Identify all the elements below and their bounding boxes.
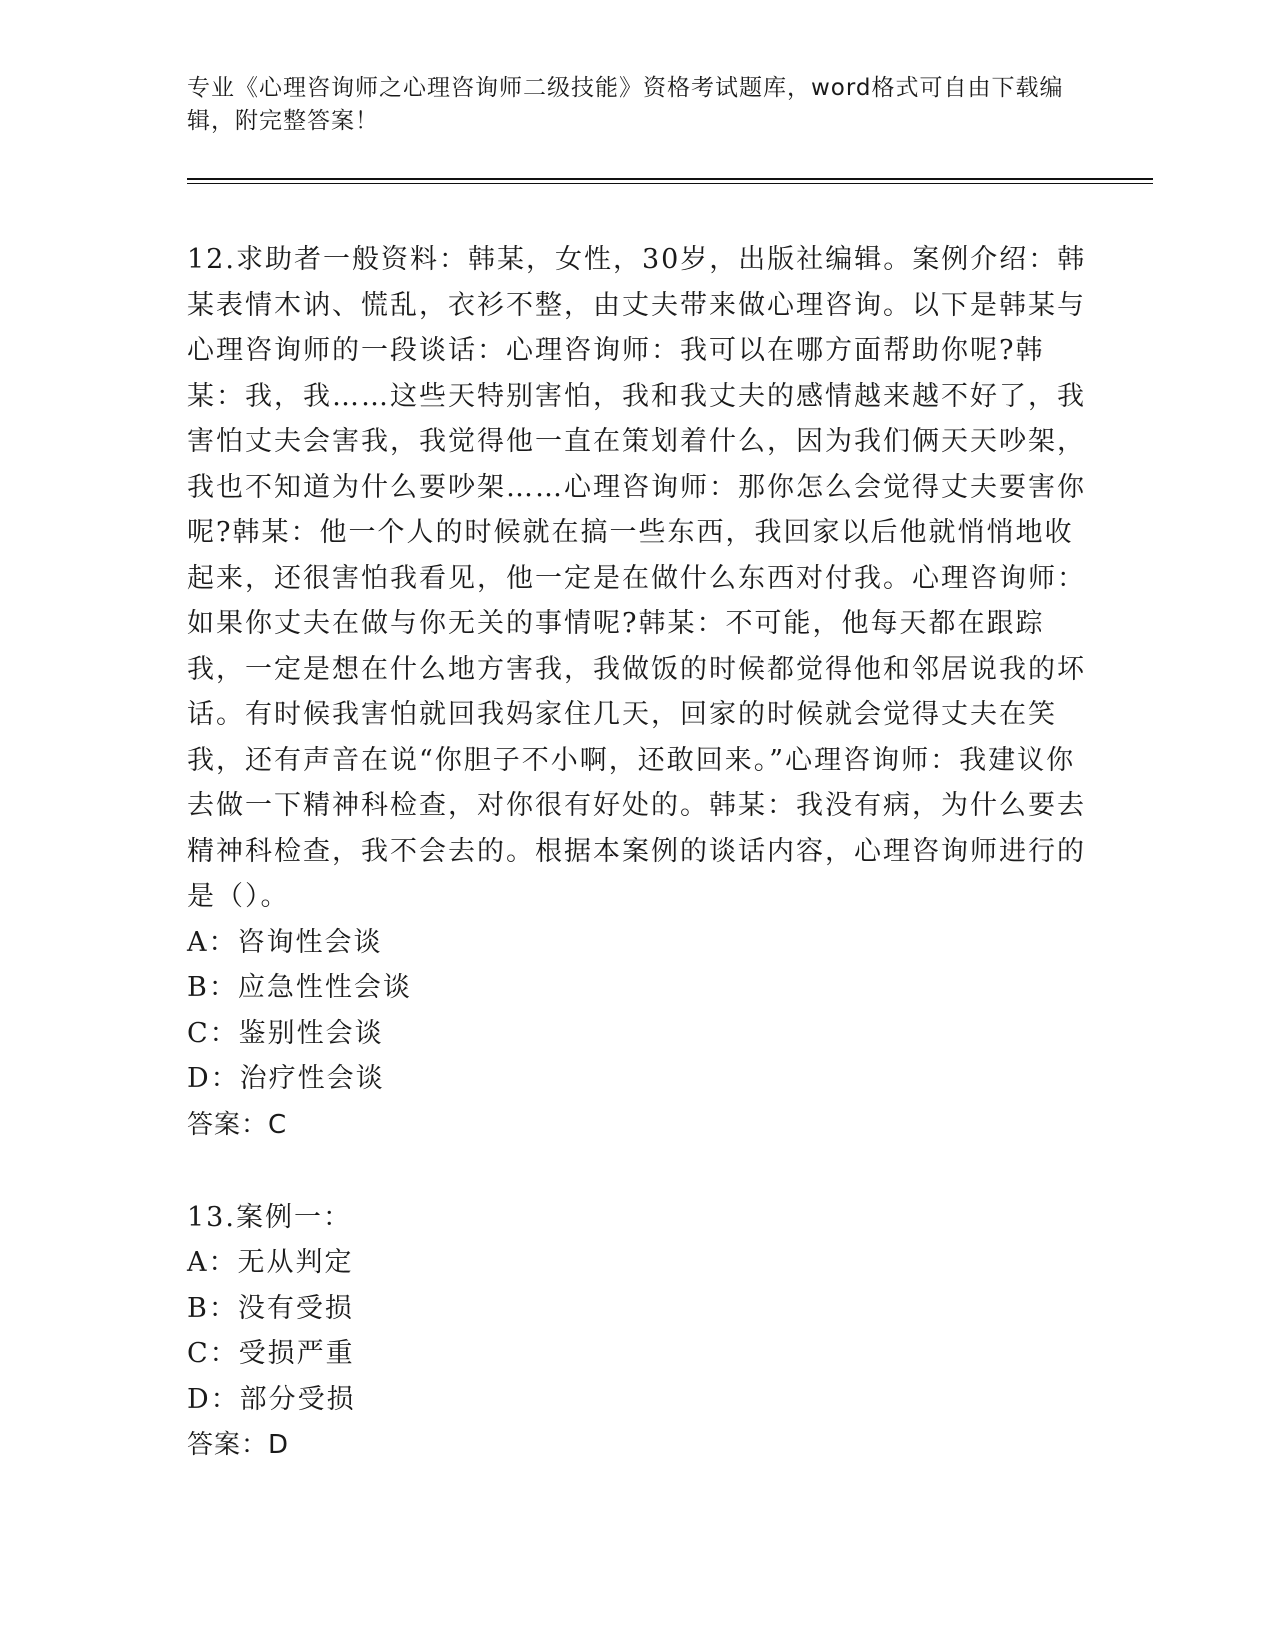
- header-divider-thick: [187, 178, 1153, 180]
- option-c: C：鉴别性会谈: [187, 1017, 384, 1049]
- option-d: D：部分受损: [187, 1383, 356, 1415]
- question-stem: 13.案例一：: [187, 1201, 352, 1233]
- option-a: A：无从判定: [187, 1247, 354, 1278]
- option-a: A：咨询性会谈: [187, 926, 383, 958]
- option-b: B：没有受损: [187, 1292, 354, 1324]
- option-b: B：应急性性会谈: [187, 972, 412, 1003]
- question-list: [187, 237, 1087, 1468]
- question-stem: 12.求助者一般资料：韩某，女性，30岁，出版社编辑。案例介绍：韩某表情木讷、慌乱，衣衫不整，由丈夫带来做心理咨询。以下是韩某与心理咨询师的一段谈话：心理咨询师：我可以在哪方面帮助你呢?韩某：我，我……这些天特别害怕，我和我丈夫的感情越来越不好了，我害怕丈夫会害我，我觉得他一直在策划着什么，因为我们俩天天吵架，我也不知道为什么要吵架……心理咨询师：那你怎么会觉得丈夫要害你呢?韩某：他一个人的时候就在搞一些东西，我回家以后他就悄悄地收起来，还很害怕我看见，他一定是在做什么东西对付我。心理咨询师：如果你丈夫在做与你无关的事情呢?韩某：不可能，他每天都在跟踪我，一定是想在什么地方害我，我做饭的时候都觉得他和邻居说我的坏话。有时候我害怕就回我妈家住几天，回家的时候就会觉得丈夫在笑我，还有声音在说“你胆子不小啊，还敢回来。”心理咨询师：我建议你去做一下精神科检查，对你很有好处的。韩某：我没有病，为什么要去精神科检查，我不会去的。根据本案例的谈话内容，心理咨询师进行的是（）。: [187, 244, 1087, 912]
- question-12: [187, 237, 1087, 1148]
- answer-label: 答案：D: [187, 1430, 290, 1460]
- option-d: D：治疗性会谈: [187, 1063, 385, 1094]
- document-header: 专业《心理咨询师之心理咨询师二级技能》资格考试题库，word格式可自由下载编辑，附完整答案！: [187, 75, 1064, 134]
- option-c: C：受损严重: [187, 1338, 355, 1369]
- answer-label: 答案：C: [187, 1109, 288, 1140]
- header-divider-thin: [187, 183, 1153, 184]
- question-13: [187, 1195, 1087, 1469]
